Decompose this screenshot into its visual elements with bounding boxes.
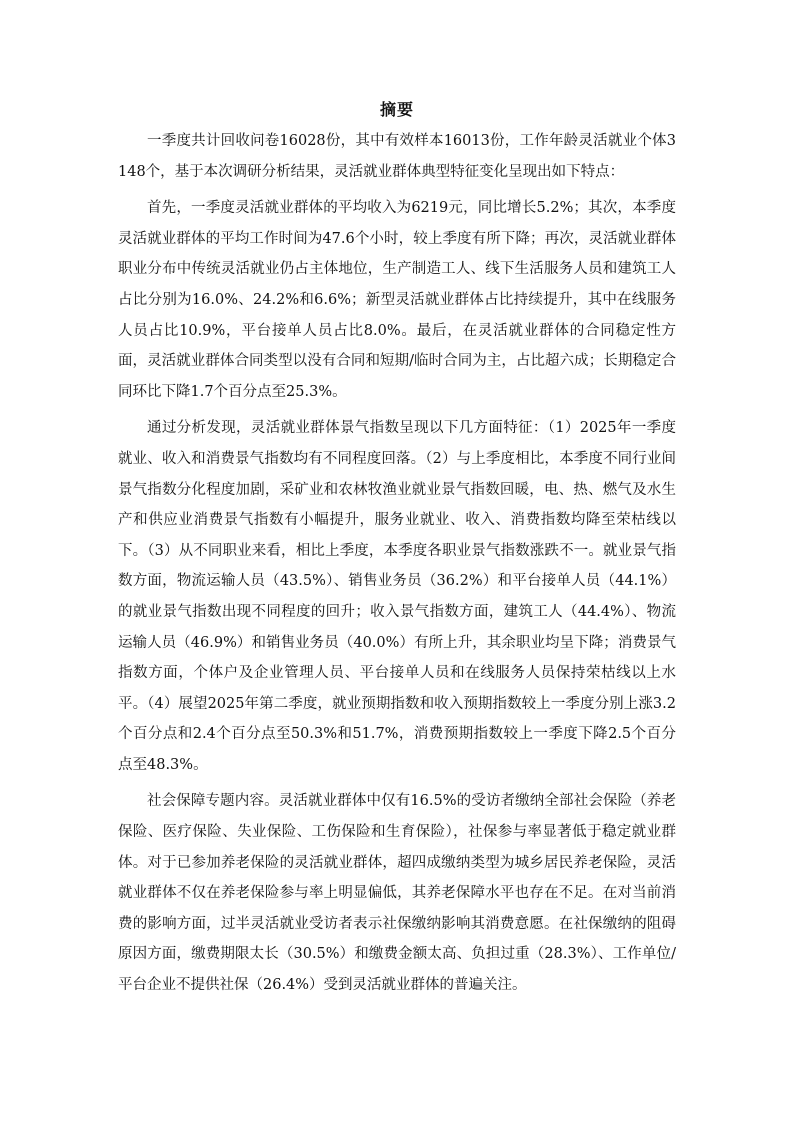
- paragraph-social-security: 社会保障专题内容。灵活就业群体中仅有16.5%的受访者缴纳全部社会保险（养老保险、医疗保险、失业保险、工伤保险和生育保险），社保参与率显著低于稳定就业群体。对于已参加养老保险的灵活就业群体，超四成缴纳类型为城乡居民养老保险，灵活就业群体不仅在养老保险参与率上明显偏低，其养老保障水平也存在不足。在对当前消费的影响方面，过半灵活就业受访者表示社保缴纳影响其消费意愿。在社保缴纳的阻碍原因方面，缴费期限太长（30.5%）和缴费金额太高、负担过重（28.3%）、工作单位/平台企业不提供社保（26.4%）受到灵活就业群体的普遍关注。: [118, 793, 676, 994]
- paragraph-characteristics: 首先，一季度灵活就业群体的平均收入为6219元，同比增长5.2%；其次，本季度灵活就业群体的平均工作时间为47.6个小时，较上季度有所下降；再次，灵活就业群体职业分布中传统灵活就业仍占主体地位，生产制造工人、线下生活服务人员和建筑工人占比分别为16.0%、24.2%和6.6%；新型灵活就业群体占比持续提升，其中在线服务人员占比10.9%，平台接单人员占比8.0%。最后，在灵活就业群体的合同稳定性方面，灵活就业群体合同类型以没有合同和短期/临时合同为主，占比超六成；长期稳定合同环比下降1.7个百分点至25.3%。: [118, 200, 676, 400]
- paragraph-overview: 一季度共计回收问卷16028份，其中有效样本16013份，工作年龄灵活就业个体3148个，基于本次调研分析结果，灵活就业群体典型特征变化呈现出如下特点：: [118, 133, 676, 180]
- paragraph-sentiment-index: 通过分析发现，灵活就业群体景气指数呈现以下几方面特征：（1）2025年一季度就业、收入和消费景气指数均有不同程度回落。（2）与上季度相比，本季度不同行业间景气指数分化程度加剧，采矿业和农林牧渔业就业景气指数回暖，电、热、燃气及水生产和供应业消费景气指数有小幅提升，服务业就业、收入、消费指数均降至荣枯线以下。（3）从不同职业来看，相比上季度，本季度各职业景气指数涨跌不一。就业景气指数方面，物流运输人员（43.5%）、销售业务员（36.2%）和平台接单人员（44.1%）的就业景气指数出现不同程度的回升；收入景气指数方面，建筑工人（44.4%）、物流运输人员（46.9%）和销售业务员（40.0%）有所上升，其余职业均呈下降；消费景气指数方面，个体户及企业管理人员、平台接单人员和在线服务人员保持荣枯线以上水平。（4）展望2025年第二季度，就业预期指数和收入预期指数较上一季度分别上涨3.2个百分点和2.4个百分点至50.3%和51.7%，消费预期指数较上一季度下降2.5个百分点至48.3%。: [118, 420, 676, 773]
- page-title: 摘要: [379, 100, 414, 119]
- document-page: [118, 96, 676, 1007]
